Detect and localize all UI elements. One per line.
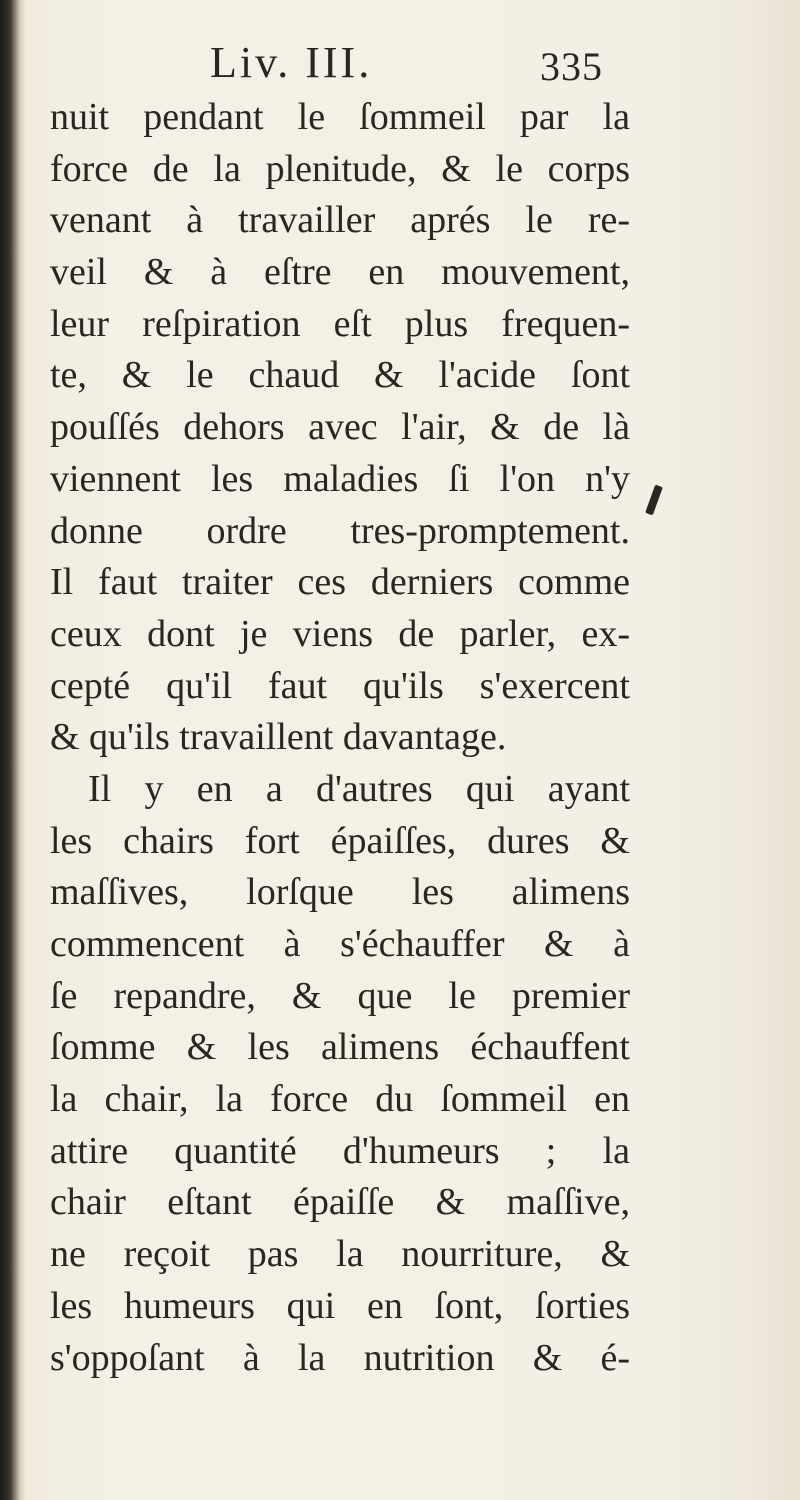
text-line: commencent à s'échauffer & à (50, 923, 630, 965)
text-line: s'oppoſant à la nutrition & é- (50, 1336, 630, 1379)
text-line: maſſives, lorſque les alimens (50, 871, 630, 914)
running-head: Liv. III. (210, 38, 373, 87)
paragraph-start-line: Il y en a d'autres qui ayant (88, 767, 630, 810)
text-line: cepté qu'il faut qu'ils s'exercent (50, 664, 630, 707)
text-line: les humeurs qui en ſont, ſorties (50, 1284, 630, 1327)
text-line: ſe repandre, & que le premier (50, 974, 630, 1017)
text-line: la chair, la force du ſommeil en (50, 1078, 630, 1121)
text-line: donne ordre tres-promptement. (50, 509, 630, 552)
text-line: les chairs fort épaiſſes, dures & (50, 819, 630, 862)
text-line: chair eſtant épaiſſe & maſſive, (50, 1181, 630, 1224)
text-line: Il faut traiter ces derniers comme (50, 561, 630, 604)
text-line: viennent les maladies ſi l'on n'y (50, 457, 630, 500)
text-line: ſomme & les alimens échauffent (50, 1026, 630, 1069)
body-text (50, 92, 630, 1384)
text-line: nuit pendant le ſommeil par la (50, 96, 630, 138)
text-line: te, & le chaud & l'acide ſont (50, 354, 630, 397)
page-header (210, 38, 630, 88)
page-number: 335 (540, 44, 603, 89)
text-line: venant à travailler aprés le re- (50, 199, 630, 242)
text-line: attire quantité d'humeurs ; la (50, 1129, 630, 1172)
text-line: ceux dont je viens de parler, ex- (50, 612, 630, 655)
text-line: force de la plenitude, & le corps (50, 147, 630, 190)
ink-mark (645, 485, 663, 516)
text-line: veil & à eſtre en mouvement, (50, 251, 630, 294)
text-line: & qu'ils travaillent davantage. (50, 716, 507, 759)
text-line: ne reçoit pas la nourriture, & (50, 1233, 630, 1276)
text-line: pouſſés dehors avec l'air, & de là (50, 406, 630, 449)
text-line: leur reſpiration eſt plus frequen- (50, 302, 630, 345)
binding-gutter (0, 0, 26, 1500)
